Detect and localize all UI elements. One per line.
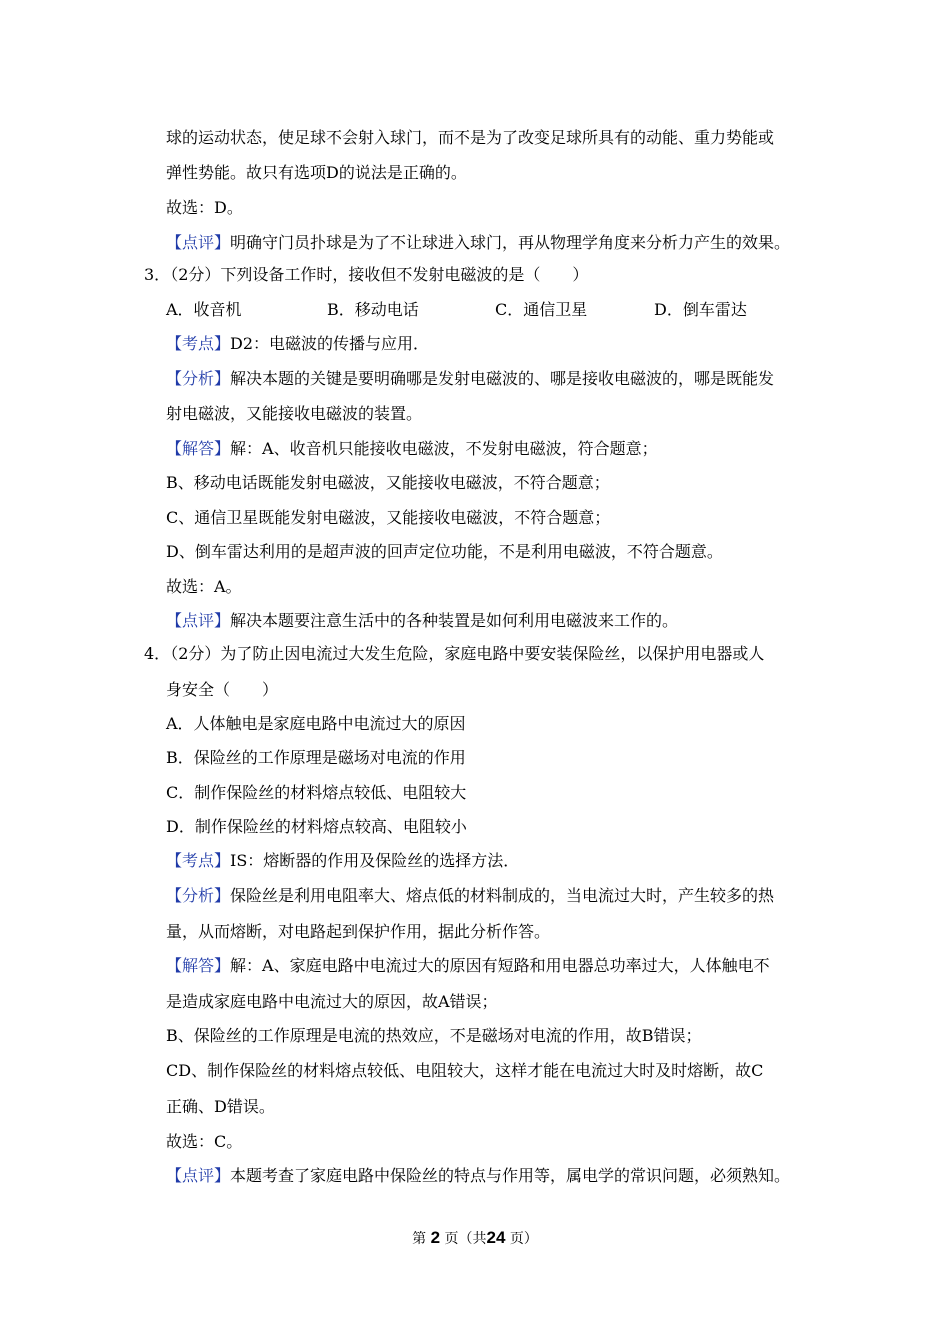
comment-text: 本题考查了家庭电路中保险丝的特点与作用等，属电学的常识问题，必须熟知。 bbox=[230, 1166, 791, 1185]
q4-jieda-line: 是造成家庭电路中电流过大的原因，故A错误； bbox=[166, 992, 498, 1011]
q4-answer: 故选：C。 bbox=[166, 1132, 243, 1151]
kaodian-text: IS：熔断器的作用及保险丝的选择方法． bbox=[230, 851, 520, 870]
option-a: A．收音机 bbox=[166, 300, 242, 319]
q4-jieda-line: 正确、D错误。 bbox=[166, 1097, 275, 1116]
q3-fenxi-line: 射电磁波，又能接收电磁波的装置。 bbox=[166, 404, 423, 423]
q3-fenxi bbox=[166, 369, 774, 389]
question-number: 3． bbox=[144, 265, 171, 284]
q4-fenxi-line: 量，从而熔断，对电路起到保护作用，据此分析作答。 bbox=[166, 922, 551, 941]
comment-text: 明确守门员扑球是为了不让球进入球门，再从物理学角度来分析力产生的效果。 bbox=[230, 233, 791, 252]
q3-jieda-line: B、移动电话既能发射电磁波，又能接收电磁波，不符合题意； bbox=[166, 473, 610, 492]
footer-prefix: 第 bbox=[412, 1231, 427, 1247]
q2-comment bbox=[166, 233, 790, 253]
q3-jieda bbox=[166, 439, 658, 459]
q3-stem bbox=[144, 265, 588, 285]
option-c: C．制作保险丝的材料熔点较低、电阻较大 bbox=[166, 783, 467, 802]
jieda-text: 解：A、收音机只能接收电磁波，不发射电磁波，符合题意； bbox=[230, 439, 658, 458]
option-c: C．通信卫星 bbox=[495, 300, 588, 319]
q2-explanation-line: 球的运动状态，使足球不会射入球门，而不是为了改变足球所具有的动能、重力势能或 bbox=[166, 128, 775, 147]
q3-jieda-line: C、通信卫星既能发射电磁波，又能接收电磁波，不符合题意； bbox=[166, 508, 611, 527]
option-d: D．倒车雷达 bbox=[654, 300, 747, 319]
comment-text: 解决本题要注意生活中的各种装置是如何利用电磁波来工作的。 bbox=[230, 611, 679, 630]
footer-suffix: 页） bbox=[509, 1231, 538, 1247]
q4-kaodian bbox=[166, 851, 519, 871]
fenxi-tag: 【分析】 bbox=[166, 886, 231, 905]
fenxi-text: 解决本题的关键是要明确哪是发射电磁波的、哪是接收电磁波的，哪是既能发 bbox=[230, 369, 775, 388]
kaodian-tag: 【考点】 bbox=[166, 851, 231, 870]
q4-stem bbox=[144, 644, 764, 664]
q2-answer: 故选：D。 bbox=[166, 198, 243, 217]
option-b: B．保险丝的工作原理是磁场对电流的作用 bbox=[166, 748, 466, 767]
q4-stem-line: 身安全（ ） bbox=[166, 680, 279, 699]
q3-kaodian bbox=[166, 334, 429, 354]
q3-comment bbox=[166, 611, 678, 631]
footer-middle: 页（共 bbox=[444, 1231, 487, 1247]
option-d: D．制作保险丝的材料熔点较高、电阻较小 bbox=[166, 817, 467, 836]
kaodian-tag: 【考点】 bbox=[166, 334, 231, 353]
total-pages: 24 bbox=[486, 1228, 506, 1247]
q2-explanation-line: 弹性势能。故只有选项D的说法是正确的。 bbox=[166, 163, 467, 182]
comment-tag: 【点评】 bbox=[166, 233, 231, 252]
jieda-tag: 【解答】 bbox=[166, 439, 231, 458]
q3-jieda-line: D、倒车雷达利用的是超声波的回声定位功能，不是利用电磁波，不符合题意。 bbox=[166, 542, 723, 561]
q4-jieda-line: B、保险丝的工作原理是电流的热效应，不是磁场对电流的作用，故B错误； bbox=[166, 1026, 702, 1045]
q4-fenxi bbox=[166, 886, 774, 906]
jieda-tag: 【解答】 bbox=[166, 956, 231, 975]
q3-options bbox=[166, 300, 866, 320]
kaodian-text: D2：电磁波的传播与应用． bbox=[230, 334, 430, 353]
question-number: 4． bbox=[144, 644, 171, 663]
page-footer bbox=[0, 1229, 950, 1248]
q3-answer: 故选：A。 bbox=[166, 577, 242, 596]
page-number: 2 bbox=[430, 1228, 441, 1247]
fenxi-tag: 【分析】 bbox=[166, 369, 231, 388]
comment-tag: 【点评】 bbox=[166, 611, 231, 630]
comment-tag: 【点评】 bbox=[166, 1166, 231, 1185]
option-a: A．人体触电是家庭电路中电流过大的原因 bbox=[166, 714, 466, 733]
question-text: （2分）下列设备工作时，接收但不发射电磁波的是（ ） bbox=[170, 265, 589, 284]
jieda-text: 解：A、家庭电路中电流过大的原因有短路和用电器总功率过大，人体触电不 bbox=[230, 956, 770, 975]
question-text: （2分）为了防止因电流过大发生危险，家庭电路中要安装保险丝，以保护用电器或人 bbox=[170, 644, 765, 663]
q4-jieda-line: CD、制作保险丝的材料熔点较低、电阻较大，这样才能在电流过大时及时熔断，故C bbox=[166, 1061, 764, 1080]
fenxi-text: 保险丝是利用电阻率大、熔点低的材料制成的，当电流过大时，产生较多的热 bbox=[230, 886, 775, 905]
q4-jieda bbox=[166, 956, 770, 976]
option-b: B．移动电话 bbox=[327, 300, 419, 319]
q4-comment bbox=[166, 1166, 790, 1186]
